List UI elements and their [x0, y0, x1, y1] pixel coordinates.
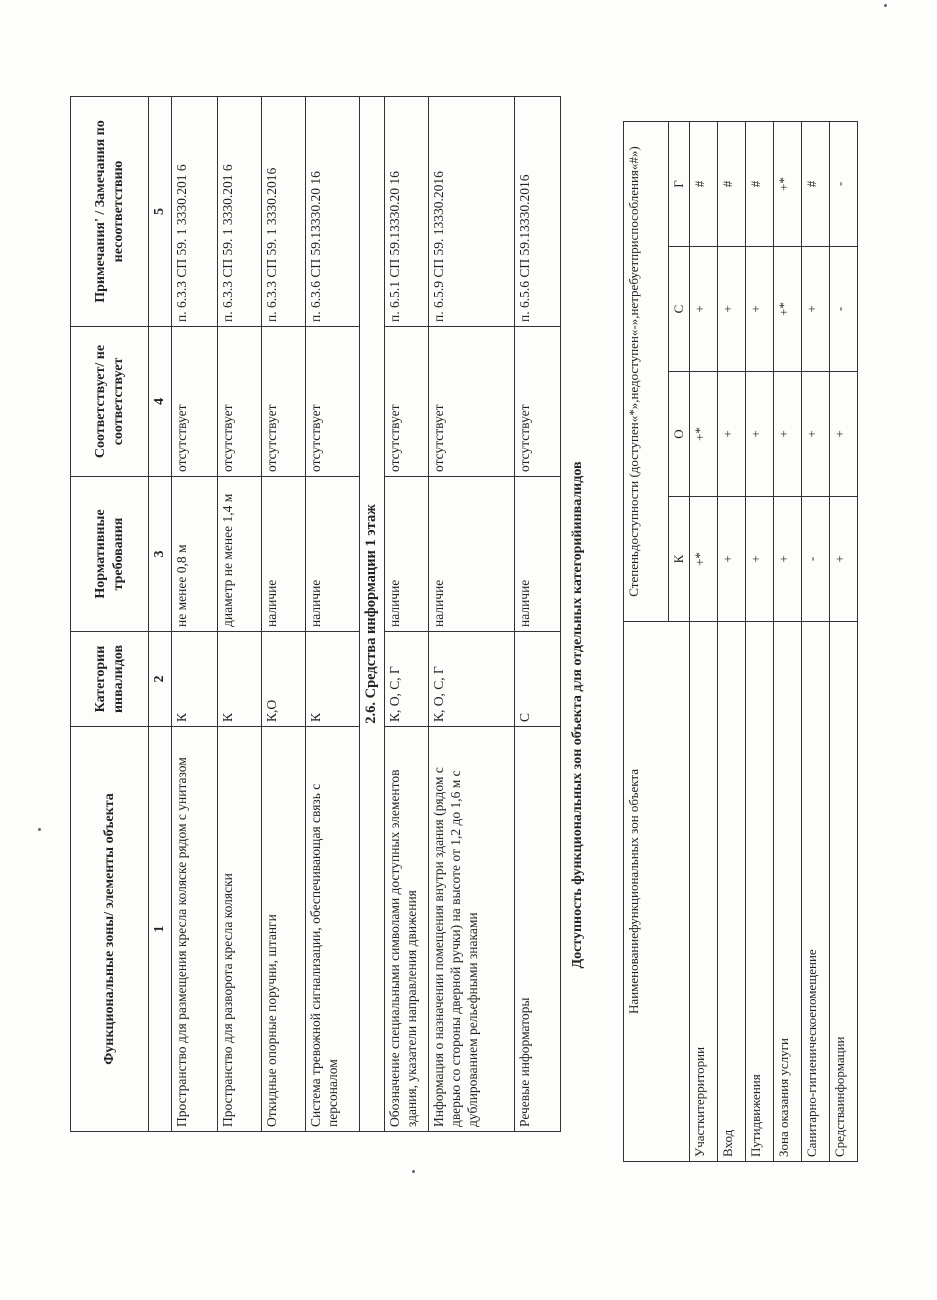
table-row	[306, 97, 360, 1132]
cell-category: К	[218, 632, 262, 727]
header-notes: Примечания' / Замечания по несоответствию	[71, 97, 149, 327]
cell-note: п. 6.5.9 СП 59. 13330.2016	[429, 97, 515, 327]
cell-value: -	[830, 122, 858, 247]
scan-speck	[38, 828, 41, 831]
cell-note: п. 6.3.3 СП 59. 1 3330.201 6	[172, 97, 218, 327]
cell-category: К, О, С, Г	[385, 632, 429, 727]
cell-note: п. 6.5.1 СП 59.13330.20 16	[385, 97, 429, 327]
cell-zone: Зона оказания услуги	[774, 622, 802, 1162]
cell-zone: Пространство для размещения кресла коляске рядом с унитазом	[172, 727, 218, 1132]
cell-value: +	[718, 372, 746, 497]
cell-compliance: отсутствует	[429, 327, 515, 477]
section-title: 2.6. Средства информации 1 этаж	[360, 97, 385, 1132]
table-row	[690, 122, 718, 1162]
header-categories: Категории инвалидов	[71, 632, 149, 727]
cell-compliance: отсутствует	[262, 327, 306, 477]
subheader-o: О	[669, 372, 690, 497]
subheader-s: С	[669, 247, 690, 372]
col-number: 3	[149, 477, 172, 632]
col-number: 1	[149, 727, 172, 1132]
cell-zone: Вход	[718, 622, 746, 1162]
cell-value: +	[718, 497, 746, 622]
table-row	[262, 97, 306, 1132]
header-access-degree: Степеньдоступности (доступен«*»,недоступен«-»,нетребуетприспособления«#»)	[624, 122, 669, 622]
cell-requirement: наличие	[429, 477, 515, 632]
table-row	[515, 97, 561, 1132]
header-compliance: Соответствует/ не соответствует	[71, 327, 149, 477]
cell-note: п. 6.3.6 СП 59.13330.20 16	[306, 97, 360, 327]
cell-value: +*	[774, 122, 802, 247]
cell-requirement: диаметр не менее 1,4 м	[218, 477, 262, 632]
cell-category: К,О	[262, 632, 306, 727]
cell-value: +	[802, 372, 830, 497]
cell-value: -	[802, 497, 830, 622]
table-row	[385, 97, 429, 1132]
cell-value: +	[746, 497, 774, 622]
subheader-k: К	[669, 497, 690, 622]
cell-compliance: отсутствует	[385, 327, 429, 477]
cell-zone: Информация о назначении помещения внутри здания (рядом с дверью со стороны дверной ручки) на высоте от 1,2 до 1,6 м с дублированием рельефными знаками	[429, 727, 515, 1132]
cell-value: #	[718, 122, 746, 247]
cell-category: К, О, С, Г	[429, 632, 515, 727]
table-row	[746, 122, 774, 1162]
cell-value: #	[802, 122, 830, 247]
scan-speck	[884, 4, 887, 7]
cell-zone: Система тревожной сигнализации, обеспечивающая связь с персоналом	[306, 727, 360, 1132]
cell-compliance: отсутствует	[306, 327, 360, 477]
cell-value: +	[746, 247, 774, 372]
scan-speck	[412, 1170, 415, 1173]
table-row	[830, 122, 858, 1162]
cell-compliance: отсутствует	[218, 327, 262, 477]
cell-note: п. 6.3.3 СП 59. 1 3330.201 6	[218, 97, 262, 327]
cell-requirement: не менее 0,8 м	[172, 477, 218, 632]
cell-note: п. 6.5.6 СП 59.13330.2016	[515, 97, 561, 327]
cell-category: К	[306, 632, 360, 727]
col-number: 2	[149, 632, 172, 727]
cell-value: +	[774, 497, 802, 622]
cell-compliance: отсутствует	[172, 327, 218, 477]
cell-zone: Участкитерритории	[690, 622, 718, 1162]
header-requirements: Нормативные требования	[71, 477, 149, 632]
zones-accessibility-table	[623, 122, 858, 1162]
table-row	[172, 97, 218, 1132]
cell-zone: Речевые информаторы	[515, 727, 561, 1132]
accessibility-elements-table	[70, 97, 543, 1132]
cell-requirement: наличие	[262, 477, 306, 632]
cell-zone: Санитарно-гигиеническоепомещение	[802, 622, 830, 1162]
cell-value: -	[830, 247, 858, 372]
cell-value: +	[802, 247, 830, 372]
table-row	[802, 122, 830, 1162]
cell-value: #	[746, 122, 774, 247]
cell-zone: Обозначение специальными символами доступных элементов здания, указатели направления движения	[385, 727, 429, 1132]
col-number: 5	[149, 97, 172, 327]
table-row	[429, 97, 515, 1132]
cell-value: +*	[774, 247, 802, 372]
header-zone-name: Наименованиефункциональных зон объекта	[624, 622, 690, 1162]
cell-note: п. 6.3.3 СП 59. 1 3330.2016	[262, 97, 306, 327]
cell-zone: Пространство для разворота кресла коляски	[218, 727, 262, 1132]
cell-requirement: наличие	[306, 477, 360, 632]
table-row	[718, 122, 746, 1162]
subheader-g: Г	[669, 122, 690, 247]
col-number: 4	[149, 327, 172, 477]
cell-value: #	[690, 122, 718, 247]
cell-requirement: наличие	[515, 477, 561, 632]
cell-value: +	[746, 372, 774, 497]
table-caption: Доступность функциональных зон объекта для отдельных категорийинвалидов	[570, 461, 585, 969]
header-zones: Функциональные зоны/ элементы объекта	[71, 727, 149, 1132]
cell-zone: Средстваинформации	[830, 622, 858, 1162]
cell-value: +	[774, 372, 802, 497]
cell-value: +*	[690, 497, 718, 622]
cell-value: +	[690, 247, 718, 372]
table-row	[218, 97, 262, 1132]
cell-value: +	[830, 372, 858, 497]
cell-compliance: отсутствует	[515, 327, 561, 477]
cell-zone: Откидные опорные поручни, штанги	[262, 727, 306, 1132]
cell-requirement: наличие	[385, 477, 429, 632]
table-row	[774, 122, 802, 1162]
cell-category: К	[172, 632, 218, 727]
cell-value: +*	[690, 372, 718, 497]
cell-value: +	[718, 247, 746, 372]
cell-zone: Путидвижения	[746, 622, 774, 1162]
cell-value: +	[830, 497, 858, 622]
cell-category: С	[515, 632, 561, 727]
